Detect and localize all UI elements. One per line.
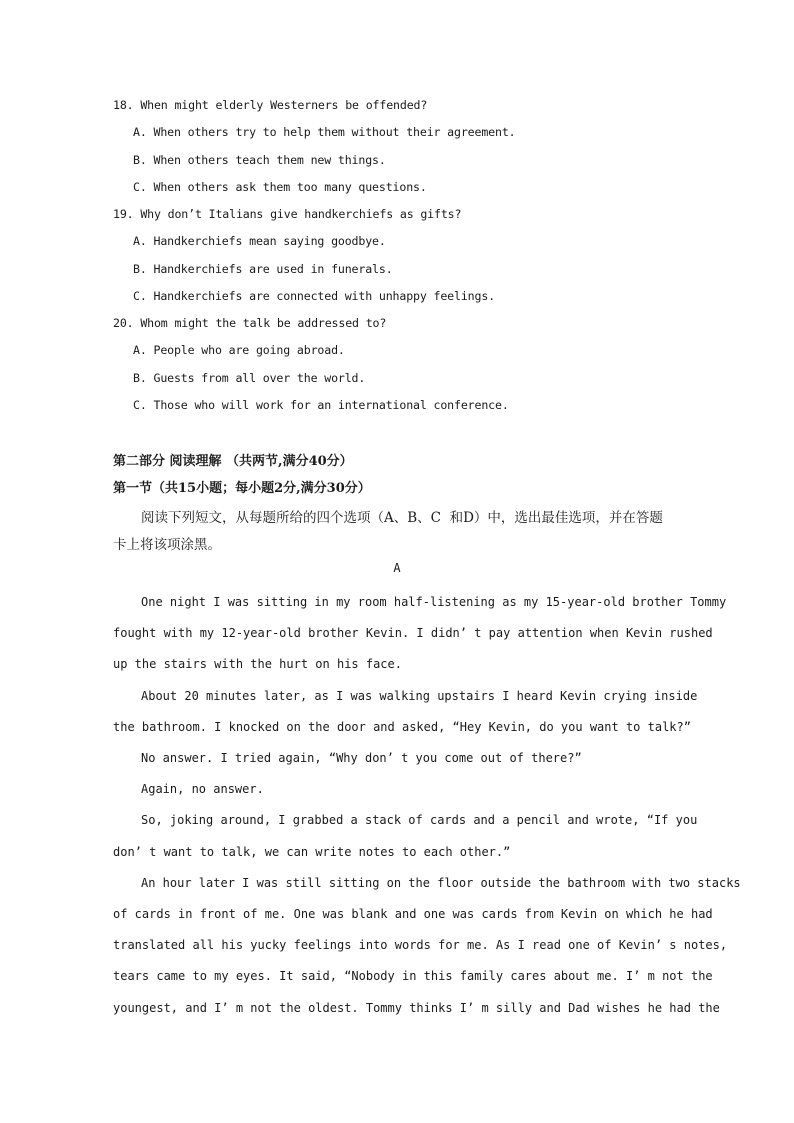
question-20-stem: 20. Whom might the talk be addressed to? [113, 316, 387, 330]
passage-line: No answer. I tried again, “Why don’ t you come out of there?” [141, 751, 582, 765]
question-18-stem: 18. When might elderly Westerners be offended? [113, 98, 428, 112]
passage-line: fought with my 12-year-old brother Kevin. I didn’ t pay attention when Kevin rushed [113, 626, 713, 640]
question-19-option-c: C. Handkerchiefs are connected with unhappy feelings. [133, 289, 495, 303]
question-19-stem: 19. Why don’t Italians give handkerchiefs as gifts? [113, 207, 462, 221]
section1-heading: 第一节（共15小题；每小题2分,满分30分） [113, 481, 371, 496]
passage-line: youngest, and I’ m not the oldest. Tommy thinks I’ m silly and Dad wishes he had the [113, 1001, 720, 1015]
question-18-option-b: B. When others teach them new things. [133, 153, 386, 167]
passage-line: Again, no answer. [141, 782, 264, 796]
instruction-line-1: 阅读下列短文，从每题所给的四个选项（A、B、C 和D）中，选出最佳选项，并在答题 [141, 510, 663, 526]
passage-line: So, joking around, I grabbed a stack of cards and a pencil and wrote, “If you [141, 813, 698, 827]
passage-line: the bathroom. I knocked on the door and asked, “Hey Kevin, do you want to talk?” [113, 720, 691, 734]
part2-heading: 第二部分 阅读理解 （共两节,满分40分） [113, 454, 353, 469]
passage-line: of cards in front of me. One was blank and one was cards from Kevin on which he had [113, 907, 713, 921]
question-19-option-b: B. Handkerchiefs are used in funerals. [133, 262, 393, 276]
passage-line: An hour later I was still sitting on the floor outside the bathroom with two stacks [141, 876, 741, 890]
passage-line: tears came to my eyes. It said, “Nobody in this family cares about me. I’ m not the [113, 969, 713, 983]
passage-line: One night I was sitting in my room half-listening as my 15-year-old brother Tommy [141, 595, 727, 609]
passage-line: translated all his yucky feelings into words for me. As I read one of Kevin’ s notes, [113, 938, 728, 952]
instruction-line-2: 卡上将该项涂黑。 [113, 537, 221, 553]
question-20-option-b: B. Guests from all over the world. [133, 371, 366, 385]
question-18-option-c: C. When others ask them too many questions. [133, 180, 427, 194]
passage-line: don’ t want to talk, we can write notes to each other.” [113, 845, 511, 859]
question-18-option-a: A. When others try to help them without their agreement. [133, 125, 516, 139]
question-20-option-a: A. People who are going abroad. [133, 343, 345, 357]
question-20-option-c: C. Those who will work for an international conference. [133, 398, 509, 412]
passage-line: up the stairs with the hurt on his face. [113, 657, 402, 671]
question-19-option-a: A. Handkerchiefs mean saying goodbye. [133, 234, 386, 248]
passage-label: A [393, 561, 401, 575]
passage-line: About 20 minutes later, as I was walking upstairs I heard Kevin crying inside [141, 689, 698, 703]
